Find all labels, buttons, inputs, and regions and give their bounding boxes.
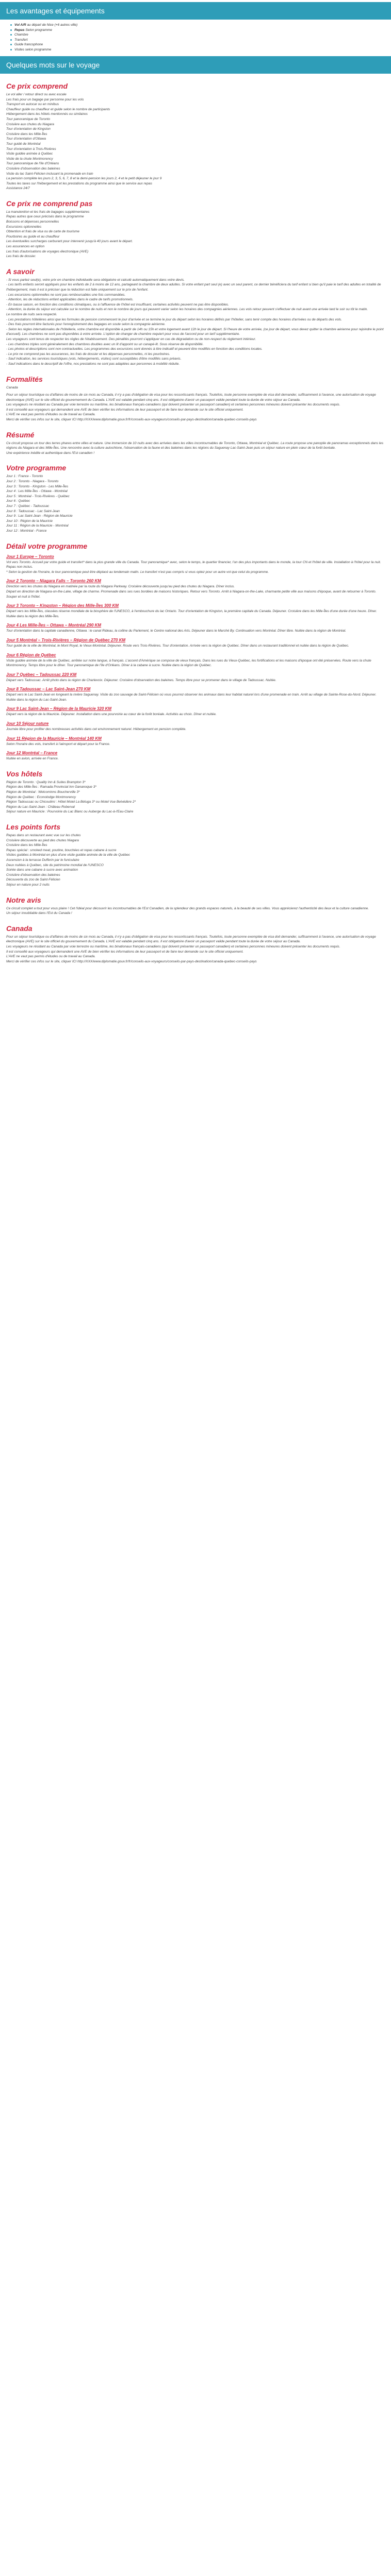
- day-heading: Jour 12 Montréal – France: [6, 751, 58, 756]
- know-line: - Les tarifs enfants seront appliqués pour les enfants de 2 à moins de 12 ans, partageant la chambre de deux adultes. Si votre enfant part seul (e) avec un seul parent, ce dernier bénéficiera du tarif enfant si bien qu'il paie le tarif des adultes en totalité de l'hébergement, mais il est à préciser que la réduction est faite uniquement sur le prix de l'enfant.: [6, 283, 381, 292]
- trip-header: [0, 56, 391, 74]
- included-line: Toutes les taxes sur l'hébergement et les prestations du programme ainsi que le service aux repas: [6, 181, 152, 185]
- hotels-line: Région de Toronto : Quality Inn & Suites Brampton 3*: [6, 780, 86, 784]
- day-text: Selon l'horaire des vols, transfert à l'aéroport et départ pour la France.: [6, 742, 110, 746]
- know-line: Le nombre de nuits sera respecté.: [6, 312, 57, 316]
- hotels-section: [0, 770, 391, 815]
- list-item: Guide francophone: [10, 42, 385, 47]
- hotels-line: Région du Lac-Saint-Jean : Château Roberval: [6, 805, 75, 809]
- content-sections: [0, 82, 391, 964]
- know-line: - Le prix ne comprend pas les assurances, les frais de dossier et les dépenses personnelles, ni les pourboires.: [6, 352, 170, 356]
- program-line: Jour 10 : Région de la Mauricie: [6, 519, 53, 523]
- canada-line: Pour un séjour touristique ou d'affaires de moins de six mois au Canada, il n'y a pas d'obligation de visa pour les ressortissants français. Toutefois, toute personne exemptée de visa doit demander, suffisamment à l'avance, une autorisation de voyage électronique (AVE) sur le site officiel du gouvernement du Canada. L'AVE est valable pendant cinq ans. Il est obligatoire d'avoir un passeport valide pendant toute la durée de votre séjour au Canada.: [6, 935, 376, 944]
- day-heading: Jour 10 Séjour nature: [6, 721, 49, 726]
- day-text: Tour d'orientation dans la capitale canadienne, Ottawa : le canal Rideau, la colline du Parlement, le Centre national des Arts. Déjeuner dans le Marché By. Continuation vers Montréal. Dîner libre. Nuitée dans la région de Montréal.: [6, 629, 346, 633]
- opinion-line: Ce circuit complet a tout pour vous plaire ! Cet l'idéal pour découvrir les incontournables de l'Est Canadien, de la splendeur des grands espaces naturels, à la beauté de ses villes. Vous apprécierez l'authenticité des lieux et la culture canadienne.: [6, 906, 369, 910]
- hotels-line: Séjour nature en Mauricie : Pourvoirie du Lac Blanc ou Auberge du Lac-à-l'Eau-Claire: [6, 810, 134, 814]
- day-text: Direction vers les chutes du Niagara en matinée par la route du Niagara Parkway. Croisière découverte jusqu'au pied des chutes du Niagara. Dîner inclus.: [6, 585, 235, 589]
- excluded-line: Obtention et frais de visa ou de carte de tourisme: [6, 230, 79, 234]
- know-line: - Les excursions optionnelles ne sont pas remboursables une fois commandées.: [6, 293, 126, 297]
- summary-line: Ce circuit propose un tour des terres phares entre villes et nature. Une immersion de 10 nuits avec des arrivées dans les villes incontournables de Toronto, Ottawa, Montréal et Québec. La route propose une panoplie de panoramas exceptionnels dans les régions du Niagara et des Mille-Îles. Une rencontre avec la culture autochtone, l'observation de la faune et des baleines dans les régions du Saguenay Lac-Saint-Jean puis un séjour nature en plein cœur de la forêt boréale.: [6, 441, 384, 450]
- know-line: - Des frais pourront être facturés pour l'enregistrement des bagages en soute selon la compagnie aérienne.: [6, 323, 166, 327]
- formalities-line: Pour un séjour touristique ou d'affaires de moins de six mois au Canada, il n'y a pas d'obligation de visa pour les ressortissants français. Toutefois, toute personne exemptée de visa doit demander, suffisamment à l'avance, une autorisation de voyage électronique (AVE) sur le site officiel du gouvernement du Canada. L'AVE est valable pendant cinq ans. Il est obligatoire d'avoir un passeport valide pendant toute la durée de votre séjour au Canada.: [6, 393, 376, 402]
- list-item: Repas Selon programme: [10, 28, 385, 33]
- day-text: Journée libre pour profiter des nombreuses activités dans cet environnement naturel. Hébergement en pension complète.: [6, 727, 187, 732]
- canada-title: Canada: [6, 924, 32, 933]
- formalities-line: Merci de vérifier ces infos sur le site, cliquer ICI http://XXX/www.diplomatie.gouv.fr/fr/conseils-aux-voyageurs/conseils-par-pays-destination/canada-quebec-conseils-pays: [6, 418, 257, 422]
- excluded-line: Les frais de dossier.: [6, 255, 36, 259]
- day-heading: Jour 5 Montréal – Trois-Rivières – Région de Québec 270 KM: [6, 637, 126, 642]
- highlights-line: Deux nuitées à Québec, site du patrimoine mondial de l'UNESCO: [6, 863, 104, 867]
- included-line: Visite guidée animée à Québec: [6, 152, 53, 156]
- know-line: - Selon les règles internationales de l'hôtellerie, votre chambre est disponible à partir de 14h ou 15h et votre logement avant 12h le jour de départ. Si l'heure de votre arrivée, (ce jour de départ, vous devez quitter la chambre aérienne pour rejoindre le point d'accueil). Les chambres ne sont pas disponibles à votre arrivée. L'option de changer de chambre requiert pour vous de l'accord pour un tarif supplémentaire.: [6, 327, 384, 336]
- excluded-line: Les éventuelles surcharges carburant pour intervenir jusqu'à 40 jours avant le départ.: [6, 240, 133, 244]
- day-heading: Jour 6 Région de Québec: [6, 652, 56, 657]
- formalities-line: Les voyageurs ne résidant au Canada par voie terrestre ou maritime, les binationaux français-canadiens (qui doivent présenter un passeport canadien) et certaines personnes mineures doivent présenter les documents requis.: [6, 403, 340, 407]
- highlights-line: Soirée dans une cabane à sucre avec animation: [6, 868, 78, 872]
- know-line: - Sauf indications dans le descriptif de l'offre, nos prestations ne sont pas adaptées aux personnes à mobilité réduite.: [6, 362, 180, 366]
- excluded-line: Boissons et dépenses personnelles: [6, 220, 59, 224]
- program-section: [0, 464, 391, 533]
- excluded-section: [0, 199, 391, 259]
- canada-line: Les voyageurs ne résidant au Canada par voie terrestre ou maritime, les binationaux français-canadiens (qui doivent présenter un passeport canadien) et certaines personnes mineures doivent présenter les documents requis.: [6, 944, 340, 948]
- included-line: Assistance 24/7: [6, 187, 30, 191]
- know-line: - Attention, les de réductions enfant applicables dans le cadre de tarifs promotionnels.: [6, 298, 134, 302]
- program-line: Jour 6 : Québec: [6, 499, 30, 503]
- summary-section: [0, 431, 391, 456]
- highlights-line: Croisière dans les Mille-Îles: [6, 843, 47, 848]
- included-line: Croisière dans les Mille-Îles: [6, 132, 47, 136]
- day-text: Départ vers Tadoussac. Arrêt photo dans la région de Charlevoix. Déjeuner. Croisière d'observation des baleines. Temps libre pour se promener dans le village de Tadoussac. Nuitée.: [6, 678, 276, 682]
- know-line: - Sauf indication, les services touristiques (vols, hébergements, visites) sont susceptibles d'être modifiés sans préavis.: [6, 357, 182, 361]
- day-heading: Jour 3 Toronto – Kingston – Région des Mille-Îles 300 KM: [6, 603, 119, 608]
- included-line: Tour d'orientation d'Ottawa: [6, 137, 46, 141]
- formalities-line: Il est conseillé aux voyageurs qui demandent une AVE de bien vérifier les informations de leur passeport et de faire leur demande sur le site officiel uniquement.: [6, 408, 244, 412]
- details-title: Détail votre programme: [6, 541, 88, 550]
- program-line: Jour 5 : Montréal - Trois-Rivières - Québec: [6, 494, 70, 498]
- day-text: Nuitée en avion, arrivée en France.: [6, 757, 59, 761]
- day-text: Tour guidé de la ville de Montréal, le Mont Royal, le Vieux-Montréal. Déjeuner. Route vers Trois-Rivières. Tour d'orientation. Arrivée vers la région de Québec. Dîner dans un restaurant traditionnel et nuitée dans la région de Québec.: [6, 643, 349, 648]
- highlights-line: Ascension à la terrasse Dufferin par le funiculaire: [6, 858, 79, 862]
- canada-section: [0, 924, 391, 964]
- advantages-title: Les avantages et équipements: [6, 7, 105, 15]
- program-line: Jour 2 : Toronto - Niagara - Toronto: [6, 480, 59, 484]
- know-line: Les voyageurs sont tenus de respecter les règles de l'établissement. Des pénalités pourront s'appliquer en cas de dégradation ou de non-respect du règlement intérieur.: [6, 337, 256, 341]
- program-title: Votre programme: [6, 464, 67, 472]
- included-title: Ce prix comprend: [6, 82, 68, 90]
- list-item: Vol A/R au départ de Nice (+6 autres ville): [10, 23, 385, 28]
- program-line: Jour 1 : France - Toronto: [6, 474, 43, 479]
- know-section: [0, 267, 391, 367]
- highlights-line: Croisière d'observation des baleines: [6, 873, 60, 877]
- highlights-title: Les points forts: [6, 823, 61, 831]
- included-line: Croisière d'observation des baleines: [6, 166, 60, 171]
- excluded-line: Pourboires au guide et au chauffeur: [6, 234, 60, 239]
- day-text: Départ vers le Lac Saint-Jean en longeant la rivière Saguenay. Visite du zoo sauvage de Saint-Félicien où vous pourrez observer les animaux dans leur habitat naturel lors d'une promenade en train. Arrêt au village de Sainte-Rose-du-Nord. Déjeuner. Nuitée dans la région du Lac-Saint-Jean.: [6, 693, 377, 702]
- included-line: Croisière aux chutes du Niagara: [6, 122, 54, 126]
- excluded-title: Ce prix ne comprend pas: [6, 199, 93, 208]
- program-line: Jour 3 : Toronto - Kingston - Les Mille-Îles: [6, 484, 69, 488]
- hotels-line: Région de Montréal : Welcominns Boucherville 3*: [6, 790, 80, 794]
- formalities-title: Formalités: [6, 375, 43, 383]
- excluded-line: Les assurances en option: [6, 245, 45, 249]
- excluded-line: Excursions optionnelles: [6, 225, 42, 229]
- day-heading: Jour 1 Europe – Toronto: [6, 554, 54, 559]
- canada-line: Merci de vérifier ces infos sur le site, cliquer ICI http://XXX/www.diplomatie.gouv.fr/fr/conseils-aux-voyageurs/conseils-par-pays-destination/canada-quebec-conseils-pays: [6, 959, 257, 963]
- formalities-section: [0, 375, 391, 422]
- day-text: Départ vers la région de la Mauricie. Déjeuner. Installation dans une pourvoirie au cœur de la forêt boréale. Activités au choix. Dîner et nuitée.: [6, 713, 217, 717]
- program-line: Jour 11 : Région de la Mauricie - Montréal: [6, 524, 69, 528]
- highlights-line: Séjour en nature pour 2 nuits: [6, 883, 50, 887]
- know-line: - Les prestations hôtelières ainsi que les formules de pension commencent le jour d'arrivée et se termine le jour du départ selon les horaires définis par l'hôtelier, sans tenir compte des horaires d'arrivées ou de départs des vols.: [6, 317, 342, 321]
- included-line: La pension complète les jours 2, 3, 5, 6, 7, 8 et la demi-pension les jours 2, 4 et le petit déjeuner le jour 9: [6, 177, 162, 181]
- excluded-line: Repas autres que ceux précisés dans le programme: [6, 215, 84, 219]
- know-line: - Attention, la durée du séjour est calculée sur le nombre de nuits et non le nombre de jours qui peuvent varier selon les horaires des compagnies aériennes. Les vols retour peuvent s'effectuer de nuit avant une arrivée tard le soir ou tôt le matin.: [6, 308, 368, 312]
- included-line: Visite de la chute Montmorency: [6, 157, 53, 161]
- included-line: Le vol aller / retour direct ou avec escale: [6, 93, 67, 96]
- highlights-line: Visites guidées à Montréal en plus d'une visite guidée animée de la ville de Québec: [6, 853, 130, 857]
- highlights-line: Repas spécial : smoked meat, poutine, bouchées et repas cabane à sucre: [6, 848, 117, 852]
- included-line: Tour panoramique de l'île d'Orléans: [6, 162, 59, 166]
- know-line: - Si vous partez seul(e), votre prix en chambre individuelle sera obligatoire et calculé automatiquement dans votre devis.: [6, 278, 185, 282]
- included-line: Visite du lac Saint-Félicien inclusant la promenade en train: [6, 172, 93, 176]
- formalities-line: Canada: [6, 385, 18, 389]
- included-line: Tour d'orientation à Trois-Rivières: [6, 147, 56, 151]
- highlights-line: Croisière découverte au pied des chutes Niagara: [6, 838, 79, 842]
- included-line: Hébergement dans les hôtels mentionnés ou similaires: [6, 112, 88, 116]
- know-title: A savoir: [6, 267, 35, 276]
- excluded-line: La manutention et les frais de bagages supplémentaires: [6, 210, 90, 214]
- included-line: Les frais pour un bagage par personne pour les vols: [6, 97, 84, 101]
- day-heading: Jour 7 Québec – Tadoussac 220 KM: [6, 672, 77, 677]
- program-line: Jour 8 : Tadoussac - Lac Saint-Jean: [6, 509, 60, 513]
- program-line: Jour 12 : Montréal - France: [6, 529, 47, 533]
- day-extra: * Selon la gestion de l'horaire, le tour panoramique peut être déplacé au lendemain matin. Le transfert n'est pas compris si vous optez pour un autre vol que celui du programme.: [6, 570, 269, 574]
- list-item: Transfert: [10, 38, 385, 43]
- opinion-line: Un séjour inoubliable dans l'Est du Canada !: [6, 911, 72, 916]
- page: [0, 2, 391, 964]
- list-item: Visites selon programme: [10, 47, 385, 53]
- day-text: Départ vers les Mille-Îles, classées réserve mondiale de la biosphère de l'UNESCO, à l'embouchure du lac Ontario. Tour d'orientation de Kingston, la première capitale du Canada. Déjeuner. Croisière dans les Mille-Îles d'une durée d'une heure. Dîner. Nuitée dans la région des Mille-Îles.: [6, 609, 377, 618]
- advantages-list: [0, 20, 391, 56]
- opinion-title: Notre avis: [6, 895, 41, 904]
- included-line: Tour guidé de Montréal: [6, 142, 41, 146]
- excluded-line: Les frais d'autorisations de voyages électronique (AVE): [6, 249, 89, 253]
- day-text: Visite guidée animée de la ville de Québec, arrêtée sur notre langue, à français. L'accent d'Amérique se compose de vieux français. Dans les rues du Vieux-Québec, les fortifications et les maisons d'époque ont été préservées. Route vers la chute Montmorency. Temps libre pour le dîner. Tour panoramique de l'île d'Orléans. Dîner à la cabane à sucre. Nuitée dans la région de Québec.: [6, 658, 371, 668]
- included-line: Tour panoramique de Toronto: [6, 117, 51, 121]
- day-heading: Jour 2 Toronto – Niagara Falls – Toronto 260 KM: [6, 579, 101, 584]
- summary-line: Une expérience inédite et authentique dans l'Est canadien !: [6, 451, 95, 455]
- day-heading: Jour 9 Lac Saint-Jean – Région de la Mauricie 320 KM: [6, 706, 112, 711]
- opinion-section: [0, 896, 391, 916]
- know-line: - En basse saison, en fonction des conditions climatiques, ou à l'affluence de l'hôtel est insuffisant, certaines activités peuvent ne pas être disponibles.: [6, 302, 229, 307]
- canada-line: Il est conseillé aux voyageurs qui demandent une AVE de bien vérifier les informations de leur passeport et de faire leur demande sur le site officiel uniquement.: [6, 950, 244, 954]
- canada-line: L'AVE ne vaut pas permis d'études ou de travail au Canada.: [6, 955, 96, 959]
- summary-title: Résumé: [6, 430, 35, 439]
- know-line: - Les chambres triples sont généralement des chambres doubles avec un lit d'appoint ou un canapé-lit. Sous réserve de disponibilité.: [6, 342, 204, 346]
- included-line: Tour d'orientation de Kingston: [6, 127, 51, 131]
- formalities-line: L'AVE ne vaut pas permis d'études ou de travail au Canada.: [6, 413, 96, 417]
- highlights-line: Découverte du zoo de Saint-Félicien: [6, 878, 60, 882]
- hotels-line: Région des Mille-Îles : Ramada Provincial Inn Gananoque 3*: [6, 785, 96, 789]
- included-line: Chauffeur guide ou chauffeur et guide selon le nombre de participants: [6, 107, 110, 111]
- program-line: Jour 9 : Lac Saint-Jean - Région de Mauricie: [6, 514, 73, 518]
- day-heading: Jour 11 Région de la Mauricie – Montréal 140 KM: [6, 736, 102, 741]
- list-item: Chambre: [10, 32, 385, 38]
- advantages-header: [0, 2, 391, 20]
- program-line: Jour 7 : Québec - Tadoussac: [6, 504, 50, 508]
- day-heading: Jour 4 Les Mille-Îles – Ottawa – Montréal 290 KM: [6, 623, 102, 628]
- day-text: Vol vers Toronto. Accueil par votre guide et transfert* dans la plus grande ville du Canada. Tour panoramique* avec, selon le temps, le quartier financier, l'un des plus importants dans le monde, la tour CN et l'hôtel de ville. Installation à l'hôtel pour la nuit. Repas non inclus.: [6, 560, 381, 569]
- details-section: [0, 542, 391, 761]
- day-heading: Jour 8 Tadoussac – Lac Saint-Jean 270 KM: [6, 687, 91, 692]
- highlights-line: Repas dans un restaurant avec vue sur les chutes: [6, 834, 81, 837]
- included-section: [0, 82, 391, 191]
- day-extra: Départ en direction de Niagara-on-the-Lake, village de charme. Promenade dans ses rues bordées de maisons historiques. Retour vers Toronto. Arrêt à Niagara-on-the-Lake, charmante petite ville aux maisons d'époque, avant de retourner à Toronto. Souper et nuit à l'hôtel.: [6, 589, 377, 599]
- hotels-line: Région de Québec : Econolodge Montmorency: [6, 795, 76, 799]
- hotels-line: Région Tadoussac ou Chicoutimi : Hôtel Motel La Béluga 3* ou Motel Vue Belvédère 2*: [6, 800, 136, 804]
- trip-title: Quelques mots sur le voyage: [6, 61, 100, 69]
- included-line: Transport en autocar ou en minibus: [6, 103, 59, 107]
- highlights-section: [0, 823, 391, 888]
- know-line: - Les photos et descriptions sont non contractuelles. Les programmes des excursions sont donnés à titre indicatif et peuvent être modifiés en fonction des conditions locales.: [6, 347, 263, 351]
- program-line: Jour 4 : Les Mille-Îles - Ottawa - Montréal: [6, 489, 68, 494]
- hotels-title: Vos hôtels: [6, 769, 43, 778]
